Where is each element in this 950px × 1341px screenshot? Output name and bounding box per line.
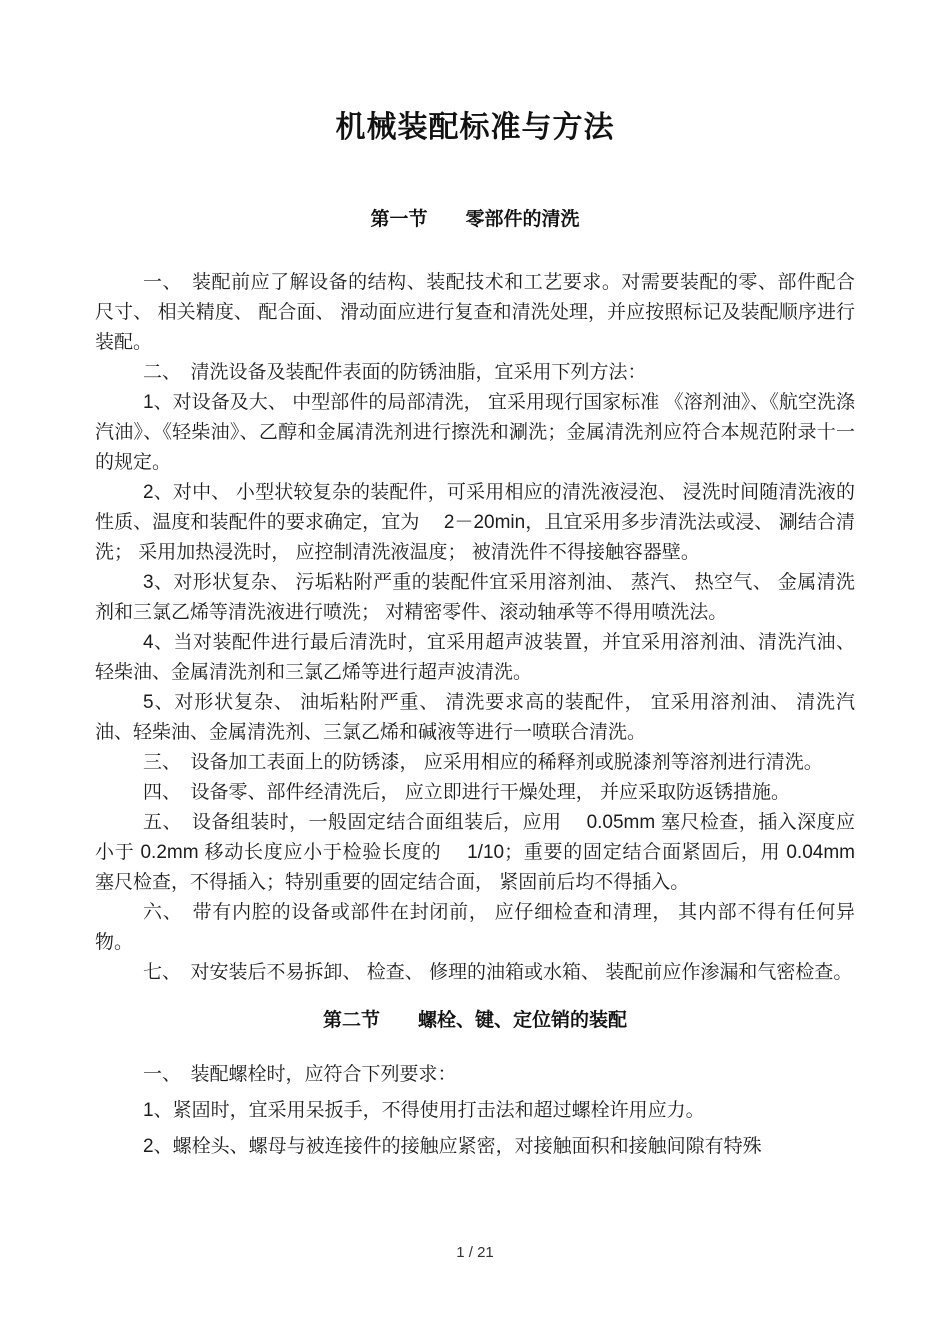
paragraph-s1-12: 七、 对安装后不易拆卸、 检查、 修理的油箱或水箱、 装配前应作渗漏和气密检查。 xyxy=(143,961,853,983)
paragraph-s2-1: 一、 装配螺栓时，应符合下列要求： xyxy=(143,1064,457,1086)
section-1-heading: 第一节 零部件的清洗 xyxy=(370,209,580,230)
paragraph-s1-3: 1、对设备及大、 中型部件的局部清洗， 宜采用现行国家标准 《溶剂油》、《航空洗涤汽油》、《轻柴油》、乙醇和金属清洗剂进行擦洗和涮洗；金属清洗剂应符合本规范附录十一的规定。 xyxy=(95,391,855,473)
paragraph-s1-1: 一、 装配前应了解设备的结构、装配技术和工艺要求。对需要装配的零、部件配合尺寸、 相关精度、 配合面、 滑动面应进行复查和清洗处理，并应按照标记及装配顺序进行装配。 xyxy=(95,271,855,353)
paragraph-s1-11: 六、 带有内腔的设备或部件在封闭前， 应仔细检查和清理， 其内部不得有任何异物。 xyxy=(95,901,855,953)
paragraph-s1-8: 三、 设备加工表面上的防锈漆， 应采用相应的稀释剂或脱漆剂等溶剂进行清洗。 xyxy=(143,751,823,773)
paragraph-s1-9: 四、 设备零、部件经清洗后， 应立即进行干燥处理， 并应采取防返锈措施。 xyxy=(143,781,791,803)
document-title: 机械装配标准与方法 xyxy=(335,111,615,144)
paragraph-s1-6: 4、当对装配件进行最后清洗时，宜采用超声波装置，并宜采用溶剂油、清洗汽油、轻柴油、金属清洗剂和三氯乙烯等进行超声波清洗。 xyxy=(95,631,855,683)
paragraph-s1-4: 2、对中、 小型状较复杂的装配件，可采用相应的清洗液浸泡、 浸洗时间随清洗液的性质、温度和装配件的要求确定，宜为 2－20min，且宜采用多步清洗法或浸、 涮结合清洗； 采用加热浸洗时， 应控制清洗液温度； 被清洗件不得接触容器壁。 xyxy=(95,481,855,563)
paragraph-s1-2: 二、 清洗设备及装配件表面的防锈油脂，宜采用下列方法： xyxy=(143,361,647,383)
paragraph-s1-10: 五、 设备组装时，一般固定结合面组装后，应用 0.05mm 塞尺检查，插入深度应小于 0.2mm 移动长度应小于检验长度的 1/10；重要的固定结合面紧固后，用 0.04mm 塞尺检查，不得插入；特别重要的固定结合面， 紧固前后均不得插入。 xyxy=(95,811,861,893)
paragraph-s2-3: 2、螺栓头、螺母与被连接件的接触应紧密，对接触面积和接触间隙有特殊 xyxy=(143,1136,762,1158)
paragraph-s1-5: 3、对形状复杂、 污垢粘附严重的装配件宜采用溶剂油、 蒸汽、 热空气、 金属清洗剂和三氯乙烯等清洗液进行喷洗； 对精密零件、滚动轴承等不得用喷洗法。 xyxy=(95,571,855,623)
paragraph-s2-2: 1、紧固时，宜采用呆扳手，不得使用打击法和超过螺栓许用应力。 xyxy=(143,1100,705,1122)
paragraph-s1-7: 5、对形状复杂、 油垢粘附严重、 清洗要求高的装配件， 宜采用溶剂油、 清洗汽油、轻柴油、金属清洗剂、三氯乙烯和碱液等进行一喷联合清洗。 xyxy=(95,691,855,743)
page-number: 1 / 21 xyxy=(456,1244,494,1261)
section-2-heading: 第二节 螺栓、键、定位销的装配 xyxy=(322,1009,627,1031)
